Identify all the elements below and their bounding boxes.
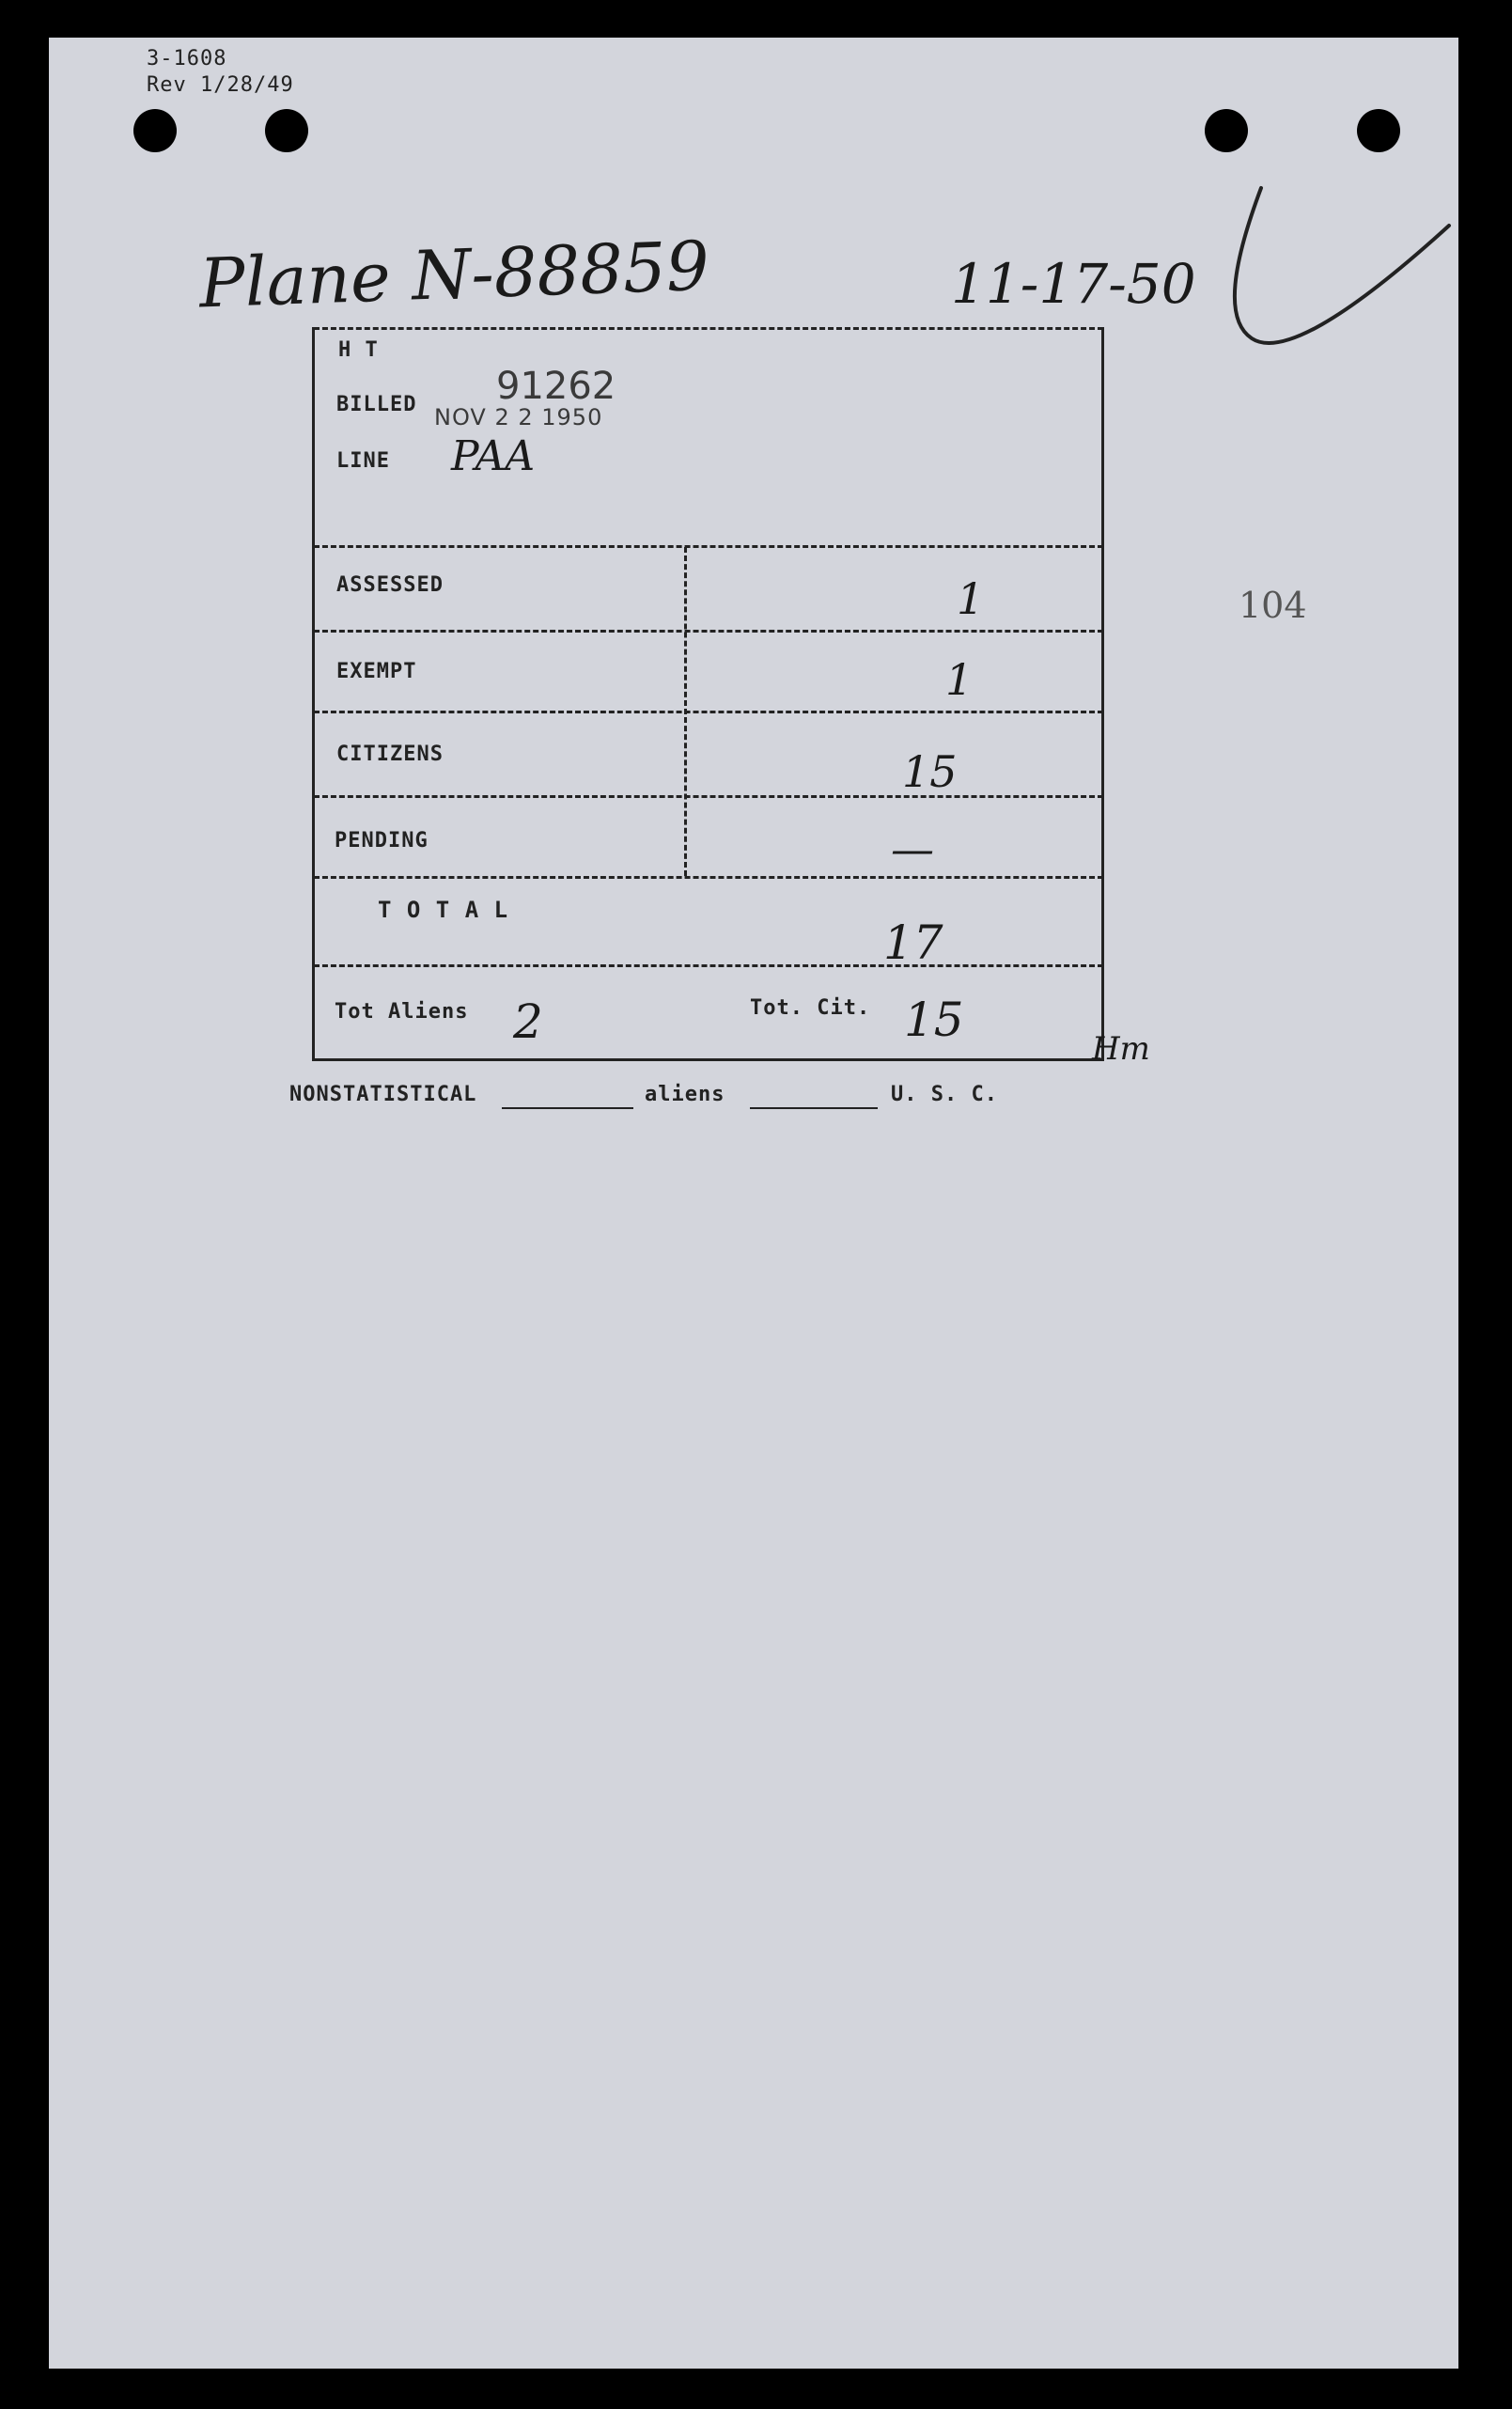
- total-label: T O T A L: [378, 897, 509, 923]
- punch-hole: [133, 109, 177, 152]
- exempt-label: EXEMPT: [336, 660, 417, 683]
- assessed-value: 1: [957, 573, 985, 624]
- nonstatistical-blank: [502, 1107, 633, 1109]
- pending-value: —: [891, 823, 934, 874]
- pending-label: PENDING: [335, 829, 429, 853]
- tot-aliens-value: 2: [513, 994, 543, 1049]
- exempt-value: 1: [945, 654, 974, 705]
- line-label: LINE: [336, 449, 390, 473]
- punch-hole: [1205, 109, 1248, 152]
- header-separator: [314, 545, 1103, 548]
- box-top-border: [314, 327, 1103, 330]
- box-bottom-border: [312, 1058, 1104, 1061]
- tot-cit-value: 15: [904, 993, 964, 1047]
- row-separator: [314, 630, 1103, 633]
- ht-label: H T: [338, 338, 379, 362]
- billed-number-stamp: 91262: [496, 365, 616, 408]
- page-number: 104: [1239, 585, 1307, 626]
- row-separator: [314, 876, 1103, 879]
- document-page: [49, 38, 1458, 2369]
- citizens-label: CITIZENS: [336, 743, 444, 766]
- box-left-border: [312, 327, 315, 1060]
- initials: Hm: [1092, 1030, 1150, 1068]
- row-separator: [314, 964, 1103, 967]
- line-value: PAA: [451, 432, 536, 480]
- check-mark-icon: [1214, 150, 1458, 376]
- form-revision: Rev 1/28/49: [147, 73, 294, 97]
- punch-hole: [1357, 109, 1400, 152]
- citizens-value: 15: [902, 746, 958, 797]
- tot-cit-label: Tot. Cit.: [750, 996, 871, 1020]
- punch-hole: [265, 109, 308, 152]
- billed-date-stamp: NOV 2 2 1950: [434, 404, 603, 430]
- aliens-label: aliens: [645, 1083, 725, 1106]
- nonstatistical-label: NONSTATISTICAL: [289, 1083, 477, 1106]
- form-number: 3-1608: [147, 47, 227, 70]
- plane-number: Plane N-88859: [197, 226, 710, 323]
- total-value: 17: [883, 915, 943, 970]
- row-separator: [314, 711, 1103, 713]
- tot-aliens-label: Tot Aliens: [335, 1000, 469, 1024]
- usc-label: U. S. C.: [891, 1083, 998, 1106]
- billed-label: BILLED: [336, 393, 417, 416]
- aliens-blank: [750, 1107, 878, 1109]
- row-separator: [314, 795, 1103, 798]
- box-right-border: [1101, 327, 1104, 1060]
- header-date: 11-17-50: [951, 252, 1196, 316]
- assessed-label: ASSESSED: [336, 573, 444, 597]
